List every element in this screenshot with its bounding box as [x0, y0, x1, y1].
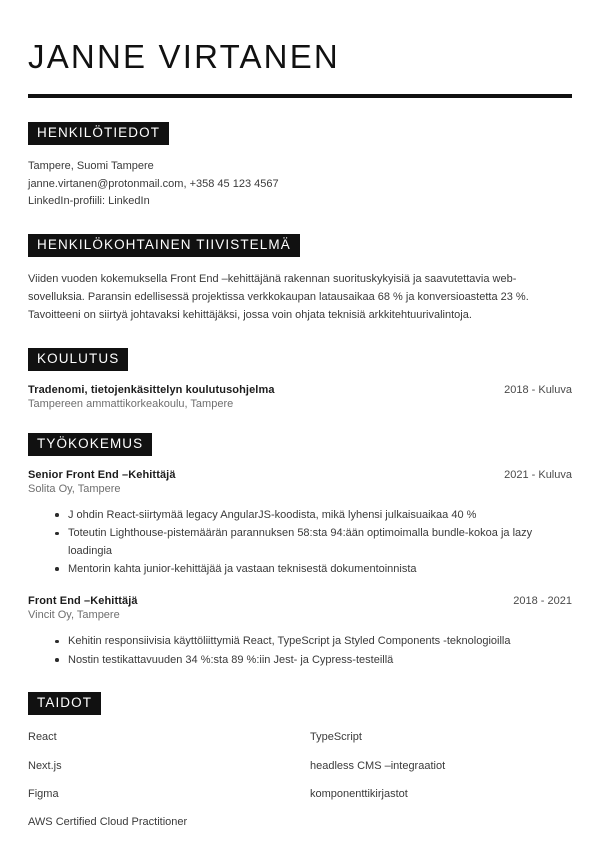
experience-date: 2021 - Kuluva — [504, 468, 572, 481]
section-skills — [28, 692, 572, 829]
contact-email-phone: janne.virtanen@protonmail.com, +358 45 123 4567 — [28, 177, 279, 190]
experience-bullet-list — [28, 633, 572, 669]
skill-item: komponenttikirjastot — [310, 787, 408, 800]
skill-item: AWS Certified Cloud Practitioner — [28, 816, 188, 829]
list-item: J ohdin React-siirtymää legacy AngularJS-koodista, mikä lyhensi julkaisuaikaa 40 % — [55, 507, 572, 524]
section-heading-skills: TAIDOT — [28, 692, 101, 715]
education-school: Tampereen ammattikorkeakoulu, Tampere — [28, 397, 234, 410]
section-experience — [28, 433, 572, 669]
experience-bullet-list — [28, 507, 572, 579]
experience-company: Solita Oy, Tampere — [28, 482, 121, 495]
section-heading-experience: TYÖKOKEMUS — [28, 433, 152, 456]
experience-entry — [28, 595, 572, 669]
education-entry — [28, 384, 572, 410]
section-contact — [28, 122, 572, 212]
experience-entry-row — [28, 469, 572, 481]
experience-job-title: Senior Front End –Kehittäjä — [28, 468, 176, 481]
experience-entry-row — [28, 595, 572, 607]
skill-item: headless CMS –integraatiot — [310, 759, 446, 772]
skill-item: TypeScript — [310, 731, 362, 744]
contact-linkedin[interactable]: LinkedIn-profiili: LinkedIn — [28, 195, 150, 208]
experience-company: Vincit Oy, Tampere — [28, 609, 120, 622]
section-education — [28, 348, 572, 410]
section-heading-contact: HENKILÖTIEDOT — [28, 122, 169, 145]
contact-details — [28, 158, 572, 211]
experience-entry — [28, 469, 572, 579]
resume-header — [28, 0, 572, 98]
skill-item: Next.js — [28, 759, 62, 772]
section-heading-education: KOULUTUS — [28, 348, 128, 371]
list-item: Kehitin responsiivisia käyttöliittymiä React, TypeScript ja Styled Components -teknologioilla — [55, 633, 572, 650]
education-degree: Tradenomi, tietojenkäsittelyn koulutusohjelma — [28, 383, 275, 396]
skills-grid — [28, 730, 572, 829]
list-item: Nostin testikattavuuden 34 %:sta 89 %:iin Jest- ja Cypress-testeillä — [55, 652, 572, 669]
contact-location: Tampere, Suomi Tampere — [28, 159, 154, 172]
education-entry-row — [28, 384, 572, 396]
candidate-name: JANNE VIRTANEN — [28, 38, 340, 75]
education-date: 2018 - Kuluva — [504, 383, 572, 396]
section-heading-summary: HENKILÖKOHTAINEN TIIVISTELMÄ — [28, 234, 300, 257]
experience-job-title: Front End –Kehittäjä — [28, 595, 138, 608]
list-item: Toteutin Lighthouse-pistemäärän parannuksen 58:sta 94:ään optimoimalla bundle-kokoa ja lazy loadingia — [55, 525, 572, 560]
experience-date: 2018 - 2021 — [513, 595, 572, 608]
skill-item: React — [28, 731, 57, 744]
summary-text: Viiden vuoden kokemuksella Front End –kehittäjänä rakennan suorituskykyisiä ja saavutettavia web-sovelluksia. Paransin edellisessä projektissa verkkokaupan latausaikaa 68 % ja konversioastetta 23 %. Tavoitteeni on siirtyä johtavaksi kehittäjäksi, jossa voin ohjata teknisiä arkkitehtuurivalintoja. — [28, 273, 529, 322]
list-item: Mentorin kahta junior-kehittäjää ja vastaan teknisestä dokumentoinnista — [55, 561, 572, 578]
header-divider — [28, 94, 572, 98]
section-summary — [28, 234, 572, 324]
skill-item: Figma — [28, 787, 59, 800]
